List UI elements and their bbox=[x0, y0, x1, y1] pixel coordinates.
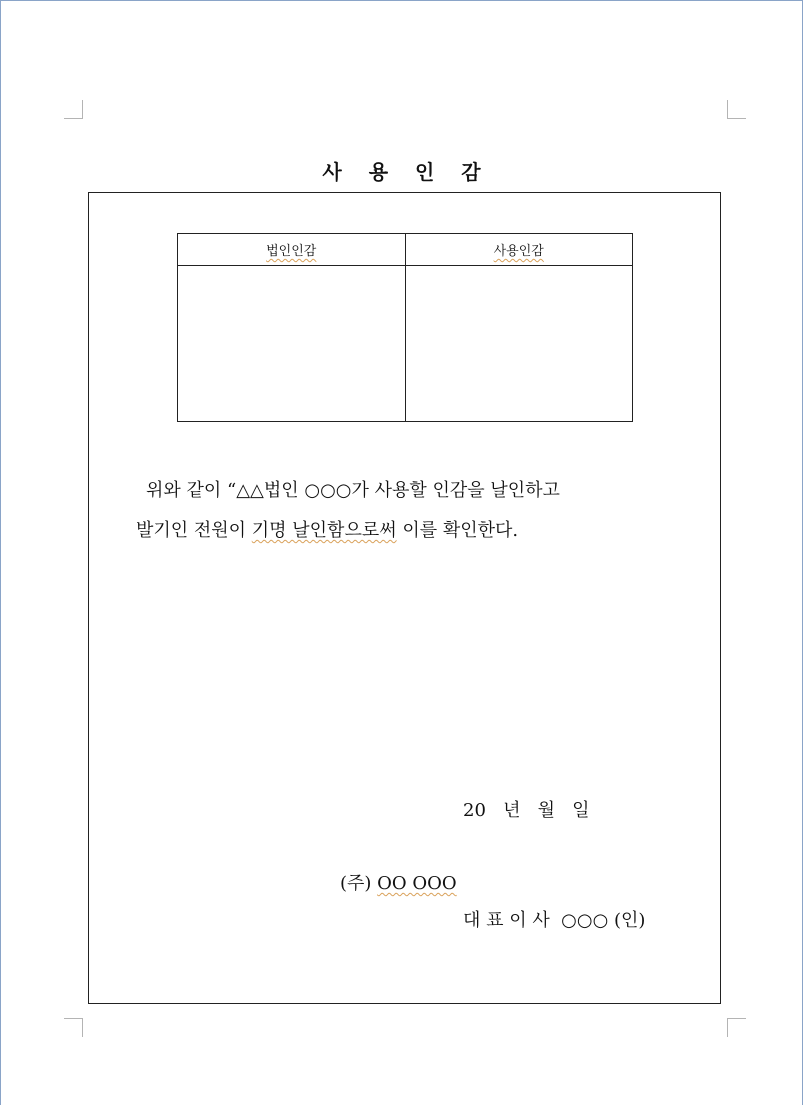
crop-mark-bottom-left bbox=[64, 1018, 83, 1037]
usage-seal-cell[interactable] bbox=[405, 266, 633, 422]
ceo-signature-line: 대 표 이 사 ○○○ (인) bbox=[463, 910, 646, 931]
company-name: OO OOO bbox=[377, 873, 457, 894]
crop-mark-bottom-right bbox=[727, 1018, 746, 1037]
paragraph-line-1: 위와 같이 “△△법인 ○○○가 사용할 인감을 날인하고 bbox=[146, 480, 560, 501]
seal-table-header-usage bbox=[405, 234, 633, 266]
seal-table bbox=[177, 233, 633, 422]
paragraph-line-2 bbox=[136, 511, 716, 551]
paragraph-line-2-end: 이를 확인한다. bbox=[396, 520, 519, 541]
seal-table-header-row bbox=[178, 234, 633, 266]
company-prefix: (주) bbox=[340, 873, 378, 894]
usage-seal-label: 사용인감 bbox=[493, 244, 544, 259]
seal-table-stamp-row bbox=[178, 266, 633, 422]
document-title: 사 용 인 감 bbox=[322, 160, 491, 184]
confirmation-paragraph bbox=[136, 471, 716, 551]
crop-mark-top-left bbox=[64, 100, 83, 119]
paragraph-line-2-spellcheck: 기명 날인함으로써 bbox=[251, 520, 397, 541]
corporate-seal-label: 법인인감 bbox=[266, 244, 317, 259]
crop-mark-top-right bbox=[727, 100, 746, 119]
seal-table-header-corporate bbox=[178, 234, 406, 266]
date-line: 20 년 월 일 bbox=[463, 800, 590, 821]
paragraph-line-2-start: 발기인 전원이 bbox=[136, 520, 252, 541]
corporate-seal-cell[interactable] bbox=[178, 266, 406, 422]
company-line bbox=[340, 869, 457, 895]
